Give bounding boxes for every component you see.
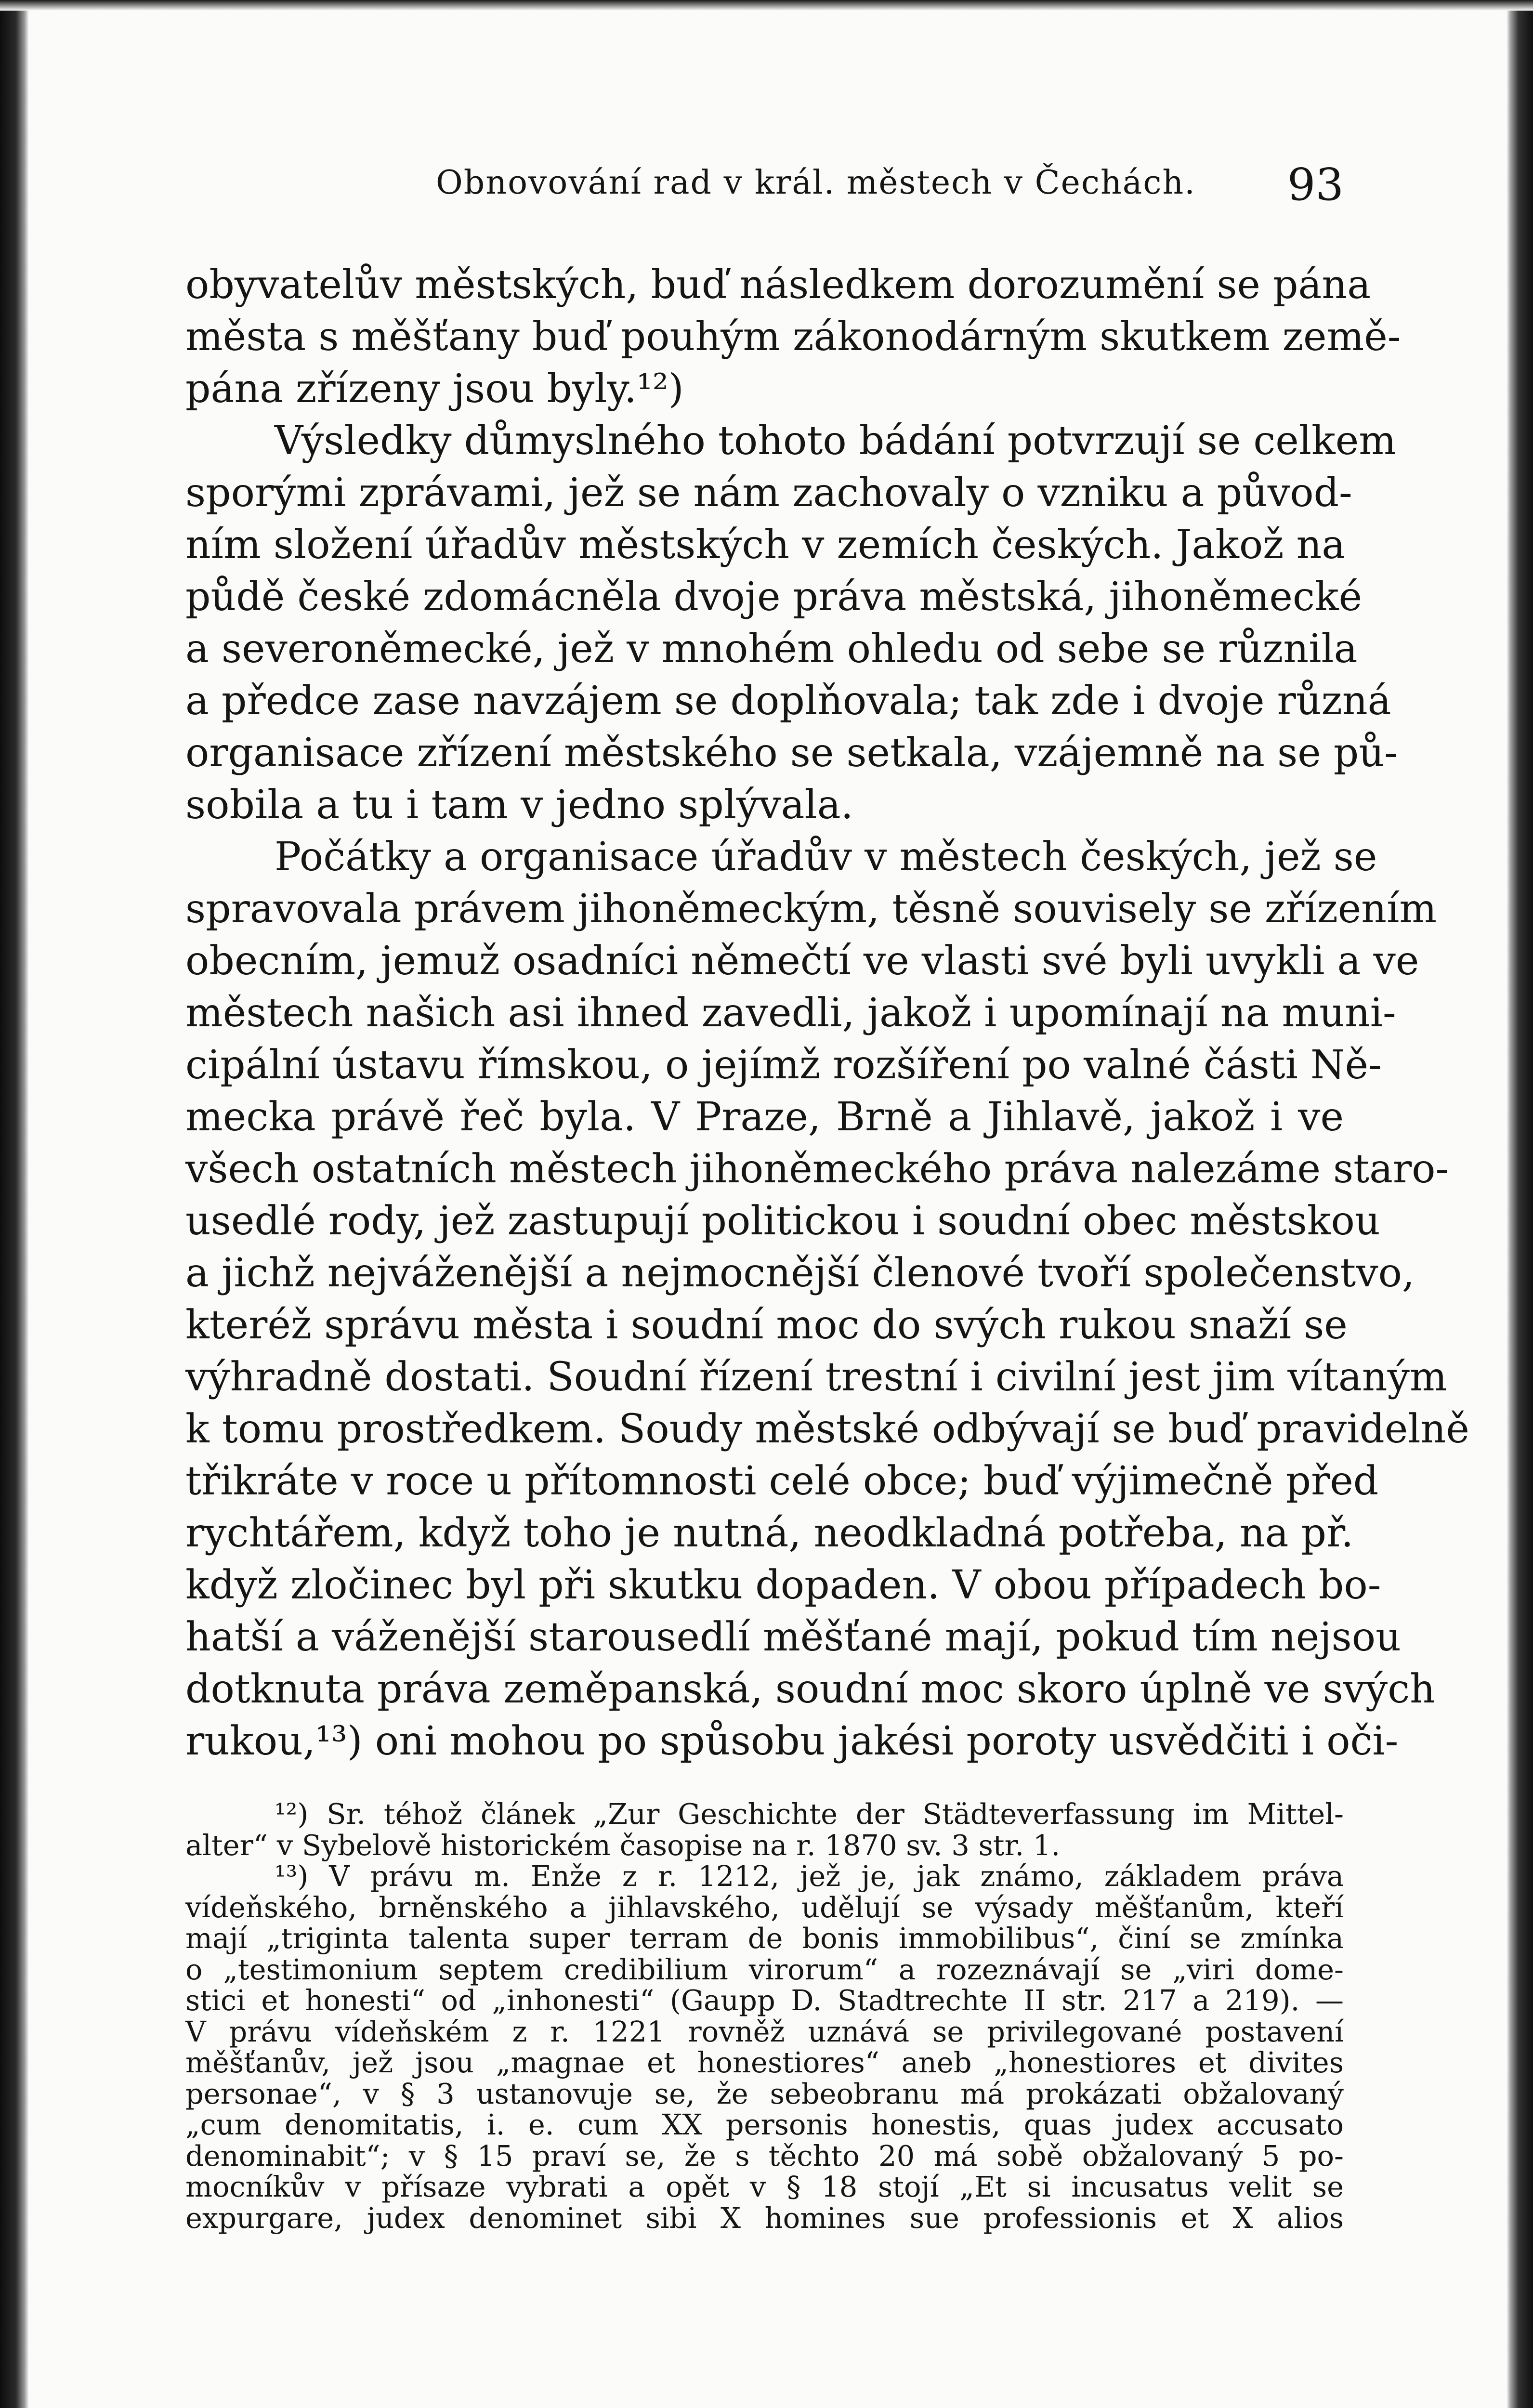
footnotes bbox=[185, 1799, 1344, 2234]
scan-left-edge bbox=[0, 0, 29, 2408]
text-line: obecním, jemuž osadníci němečtí ve vlasti své byli uvykli a ve bbox=[185, 938, 1419, 984]
footnote-line: personae“, v § 3 ustanovuje se, že sebeobranu má prokázati obžalovaný bbox=[185, 2077, 1344, 2110]
text-line: pána zřízeny jsou byly.¹²) bbox=[185, 366, 684, 412]
text-line: ním složení úřadův městských v zemích českých. Jakož na bbox=[185, 522, 1346, 568]
footnote-line: denominabit“; v § 15 praví se, že s těchto 20 má sobě obžalovaný 5 po- bbox=[185, 2139, 1344, 2172]
text-line: cipální ústavu římskou, o jejímž rozšíření po valné části Ně- bbox=[185, 1042, 1382, 1088]
page-header bbox=[185, 159, 1344, 212]
footnote-line: alter“ v Sybelově historickém časopise na r. 1870 sv. 3 str. 1. bbox=[185, 1828, 1061, 1862]
main-text bbox=[185, 259, 1469, 1767]
scan-top-edge bbox=[0, 0, 1533, 11]
footnote-line: stici et honesti“ od „inhonesti“ (Gaupp D. Stadtrechte II str. 217 a 219). — bbox=[185, 1984, 1344, 2017]
footnote-line: měšťanův, jež jsou „magnae et honestiores“ aneb „honestiores et divites bbox=[185, 2046, 1344, 2079]
footnote-line: vídeňského, brněnského a jihlavského, udělují se výsady měšťanům, kteří bbox=[185, 1890, 1344, 1924]
text-line: obyvatelův městských, buď následkem dorozumění se pána bbox=[185, 262, 1371, 308]
footnote-line: mají „triginta talenta super terram de bonis immobilibus“, činí se zmínka bbox=[185, 1922, 1344, 1955]
text-line: a severoněmecké, jež v mnohém ohledu od sebe se různila bbox=[185, 626, 1358, 672]
text-line: mecka právě řeč byla. V Praze, Brně a Jihlavě, jakož i ve bbox=[185, 1094, 1344, 1140]
text-line: sporými zprávami, jež se nám zachovaly o vzniku a původ- bbox=[185, 470, 1352, 516]
footnote-line: ¹²) Sr. téhož článek „Zur Geschichte der Städteverfassung im Mittel- bbox=[275, 1797, 1344, 1831]
text-line: k tomu prostředkem. Soudy městské odbývají se buď pravidelně bbox=[185, 1406, 1469, 1452]
text-line: výhradně dostati. Soudní řízení trestní i civilní jest jim vítaným bbox=[185, 1354, 1447, 1400]
running-head: Obnovování rad v král. městech v Čechách. bbox=[436, 164, 1196, 202]
footnote-line: o „testimonium septem credibilium virorum“ a rozeznávají se „viri dome- bbox=[185, 1952, 1344, 1986]
text-line: rukou,¹³) oni mohou po spůsobu jakési poroty usvědčiti i oči- bbox=[185, 1718, 1399, 1764]
text-line: města s měšťany buď pouhým zákonodárným skutkem země- bbox=[185, 314, 1401, 360]
footnote-line: V právu vídeňském z r. 1221 rovněž uznává se privilegované postavení bbox=[185, 2015, 1344, 2048]
text-line: a předce zase navzájem se doplňovala; tak zde i dvoje různá bbox=[185, 678, 1391, 724]
text-line: usedlé rody, jež zastupují politickou i soudní obec městskou bbox=[185, 1198, 1380, 1244]
text-line: dotknuta práva zeměpanská, soudní moc skoro úplně ve svých bbox=[185, 1666, 1435, 1712]
text-line: Počátky a organisace úřadův v městech českých, jež se bbox=[275, 834, 1377, 880]
footnote-line: „cum denomitatis, i. e. cum XX personis honestis, quas judex accusato bbox=[185, 2108, 1344, 2141]
text-line: všech ostatních městech jihoněmeckého práva nalezáme staro- bbox=[185, 1146, 1449, 1192]
text-line: organisace zřízení městského se setkala, vzájemně na se pů- bbox=[185, 730, 1398, 776]
text-line: kteréž správu města i soudní moc do svých rukou snaží se bbox=[185, 1302, 1348, 1348]
text-line: půdě české zdomácněla dvoje práva městská, jihoněmecké bbox=[185, 574, 1363, 620]
text-line: Výsledky důmyslného tohoto bádání potvrzují se celkem bbox=[275, 418, 1397, 464]
scan-right-edge bbox=[1507, 0, 1533, 2408]
text-line: spravovala právem jihoněmeckým, těsně souvisely se zřízením bbox=[185, 886, 1437, 932]
footnote-line: mocníkův v přísaze vybrati a opět v § 18 stojí „Et si incusatus velit se bbox=[185, 2170, 1344, 2203]
text-line: a jichž nejváženější a nejmocnější členové tvoří společenstvo, bbox=[185, 1250, 1415, 1296]
text-line: hatší a váženější starousedlí měšťané mají, pokud tím nejsou bbox=[185, 1614, 1401, 1660]
footnote-line: ¹³) V právu m. Enže z r. 1212, jež je, jak známo, základem práva bbox=[275, 1859, 1344, 1893]
text-line: městech našich asi ihned zavedli, jakož i upomínají na muni- bbox=[185, 990, 1396, 1036]
footnote-line: expurgare, judex denominet sibi X homines sue professionis et X alios bbox=[185, 2201, 1344, 2235]
text-line: třikráte v roce u přítomnosti celé obce; buď výjimečně před bbox=[185, 1458, 1379, 1504]
page-number: 93 bbox=[1287, 159, 1344, 210]
text-line: sobila a tu i tam v jedno splývala. bbox=[185, 782, 853, 828]
text-line: rychtářem, když toho je nutná, neodkladná potřeba, na př. bbox=[185, 1510, 1354, 1556]
text-line: když zločinec byl při skutku dopaden. V obou případech bo- bbox=[185, 1562, 1381, 1608]
